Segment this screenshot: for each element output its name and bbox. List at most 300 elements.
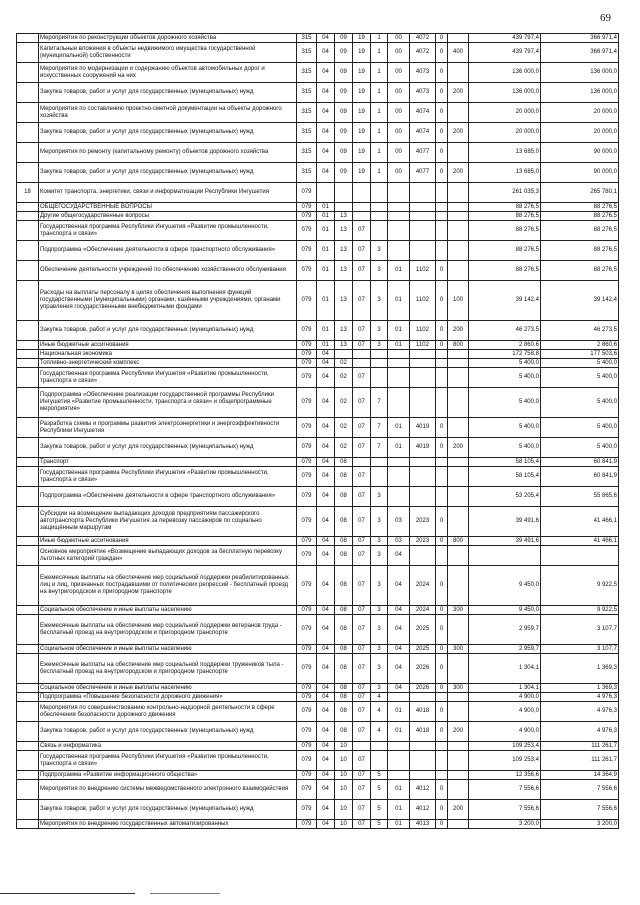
code-section: 04 — [317, 487, 335, 507]
code-expense-type — [448, 241, 469, 261]
code-expense-type — [448, 350, 469, 359]
code-expense-type — [448, 359, 469, 368]
amount-year-1: 58 105,4 — [469, 458, 541, 467]
row-name: Закупка товаров, работ и услуг для государственных (муниципальных) нужд — [39, 438, 297, 458]
code-admin: 079 — [297, 702, 317, 722]
code-section: 04 — [317, 751, 335, 771]
code-expense-type — [448, 221, 469, 241]
code-extra: 0 — [436, 341, 448, 350]
code-extra: 0 — [436, 418, 448, 438]
code-program: 07 — [353, 820, 371, 829]
code-activity: 04 — [388, 615, 410, 645]
code-direction — [410, 693, 436, 702]
code-extra: 0 — [436, 34, 448, 43]
table-row — [17, 458, 619, 467]
code-section: 04 — [317, 742, 335, 751]
code-program: 19 — [353, 163, 371, 183]
code-admin: 315 — [297, 123, 317, 143]
code-activity: 04 — [388, 566, 410, 606]
table-row — [17, 702, 619, 722]
code-activity: 01 — [388, 438, 410, 458]
amount-year-1: 46 273,5 — [469, 321, 541, 341]
code-subprogram — [371, 368, 388, 388]
code-subprogram: 3 — [371, 487, 388, 507]
amount-year-2: 5 400,0 — [541, 418, 619, 438]
code-extra: 0 — [436, 722, 448, 742]
code-extra: 0 — [436, 684, 448, 693]
code-direction: 2024 — [410, 606, 436, 615]
code-expense-type: 200 — [448, 722, 469, 742]
code-subprogram: 1 — [371, 163, 388, 183]
code-activity — [388, 751, 410, 771]
row-name: Закупка товаров, работ и услуг для государственных (муниципальных) нужд — [39, 722, 297, 742]
code-subsection: 08 — [335, 645, 353, 654]
code-section: 01 — [317, 221, 335, 241]
code-section: 04 — [317, 34, 335, 43]
code-subprogram: 3 — [371, 546, 388, 566]
code-direction — [410, 388, 436, 418]
table-row — [17, 34, 619, 43]
code-program: 07 — [353, 751, 371, 771]
row-number — [17, 458, 39, 467]
code-expense-type: 200 — [448, 163, 469, 183]
code-section: 04 — [317, 820, 335, 829]
code-activity — [388, 467, 410, 487]
code-section: 04 — [317, 606, 335, 615]
code-program — [353, 183, 371, 203]
row-number — [17, 261, 39, 281]
row-name: Подпрограмма «Развитие информационного общества» — [39, 771, 297, 780]
code-section: 04 — [317, 43, 335, 63]
code-admin: 079 — [297, 654, 317, 684]
row-number — [17, 143, 39, 163]
code-admin: 315 — [297, 34, 317, 43]
code-section: 04 — [317, 566, 335, 606]
amount-year-2: 55 865,6 — [541, 487, 619, 507]
code-extra — [436, 221, 448, 241]
code-direction — [410, 183, 436, 203]
code-subprogram — [371, 751, 388, 771]
code-section: 01 — [317, 203, 335, 212]
code-expense-type — [448, 771, 469, 780]
code-subprogram — [371, 221, 388, 241]
code-activity — [388, 350, 410, 359]
row-number — [17, 615, 39, 645]
amount-year-1: 4 900,0 — [469, 722, 541, 742]
table-row — [17, 615, 619, 645]
code-extra: 0 — [436, 261, 448, 281]
code-section: 04 — [317, 103, 335, 123]
code-program: 07 — [353, 261, 371, 281]
code-section: 04 — [317, 800, 335, 820]
row-name: Мероприятия по ремонту (капитальному ремонту) объектов дорожного хозяйства — [39, 143, 297, 163]
row-name: Мероприятия по составлению проектно-сметной документации на объекты дорожного хозяйства — [39, 103, 297, 123]
code-direction: 4012 — [410, 780, 436, 800]
amount-year-1: 88 276,5 — [469, 241, 541, 261]
row-name: Закупка товаров, работ и услуг для государственных (муниципальных) нужд — [39, 123, 297, 143]
code-section: 04 — [317, 438, 335, 458]
row-name: Разработка схемы и программы развития электроэнергетики и энергоэффективности Республики Ингушетия — [39, 418, 297, 438]
code-expense-type: 200 — [448, 123, 469, 143]
code-activity: 00 — [388, 123, 410, 143]
code-admin: 079 — [297, 418, 317, 438]
code-admin: 079 — [297, 281, 317, 321]
code-subprogram: 1 — [371, 34, 388, 43]
code-section: 04 — [317, 645, 335, 654]
code-program — [353, 350, 371, 359]
code-activity — [388, 771, 410, 780]
code-program: 07 — [353, 606, 371, 615]
code-subprogram: 3 — [371, 654, 388, 684]
code-extra: 0 — [436, 143, 448, 163]
amount-year-1: 9 450,0 — [469, 566, 541, 606]
code-extra: 0 — [436, 654, 448, 684]
code-subprogram: 3 — [371, 537, 388, 546]
code-activity — [388, 203, 410, 212]
code-section: 01 — [317, 341, 335, 350]
amount-year-1: 58 105,4 — [469, 467, 541, 487]
code-expense-type: 100 — [448, 281, 469, 321]
amount-year-1: 39 142,4 — [469, 281, 541, 321]
table-row — [17, 388, 619, 418]
code-extra: 0 — [436, 281, 448, 321]
code-activity: 01 — [388, 722, 410, 742]
code-subprogram — [371, 203, 388, 212]
row-name: Комитет транспорта, энергетики, связи и информатизации Республики Ингушетия — [39, 183, 297, 203]
amount-year-2: 111 261,7 — [541, 751, 619, 771]
code-activity: 01 — [388, 702, 410, 722]
code-extra: 0 — [436, 507, 448, 537]
code-program: 07 — [353, 487, 371, 507]
code-admin: 079 — [297, 780, 317, 800]
code-expense-type — [448, 261, 469, 281]
code-subsection: 13 — [335, 221, 353, 241]
code-program — [353, 203, 371, 212]
code-expense-type — [448, 546, 469, 566]
code-section: 04 — [317, 458, 335, 467]
code-program: 07 — [353, 438, 371, 458]
code-extra: 0 — [436, 606, 448, 615]
code-direction — [410, 359, 436, 368]
code-subprogram: 3 — [371, 321, 388, 341]
amount-year-1: 1 304,1 — [469, 654, 541, 684]
code-expense-type — [448, 742, 469, 751]
code-extra — [436, 458, 448, 467]
code-activity — [388, 388, 410, 418]
row-name: Подпрограмма «Повышение безопасности дорожного движения» — [39, 693, 297, 702]
code-subsection: 08 — [335, 606, 353, 615]
code-admin: 079 — [297, 820, 317, 829]
code-program: 07 — [353, 566, 371, 606]
code-admin: 079 — [297, 368, 317, 388]
row-number — [17, 820, 39, 829]
code-section: 04 — [317, 537, 335, 546]
code-activity — [388, 742, 410, 751]
code-activity: 04 — [388, 606, 410, 615]
code-program: 07 — [353, 388, 371, 418]
code-admin: 079 — [297, 693, 317, 702]
table-row — [17, 63, 619, 83]
row-name: Капитальные вложения в объекты недвижимого имущества государственной (муниципальной) собственности — [39, 43, 297, 63]
code-subsection: 13 — [335, 212, 353, 221]
code-subsection: 08 — [335, 467, 353, 487]
code-direction: 4074 — [410, 103, 436, 123]
code-admin: 079 — [297, 684, 317, 693]
code-expense-type — [448, 702, 469, 722]
amount-year-1: 88 276,5 — [469, 261, 541, 281]
code-admin: 079 — [297, 359, 317, 368]
code-direction: 2026 — [410, 684, 436, 693]
table-row — [17, 368, 619, 388]
code-expense-type — [448, 487, 469, 507]
code-program: 07 — [353, 800, 371, 820]
code-section: 04 — [317, 163, 335, 183]
amount-year-2: 88 276,5 — [541, 261, 619, 281]
code-program: 19 — [353, 83, 371, 103]
code-direction: 1102 — [410, 321, 436, 341]
code-admin: 079 — [297, 350, 317, 359]
code-section: 04 — [317, 546, 335, 566]
code-activity: 00 — [388, 43, 410, 63]
amount-year-2: 177 503,6 — [541, 350, 619, 359]
code-subsection: 08 — [335, 546, 353, 566]
code-activity: 03 — [388, 507, 410, 537]
amount-year-2: 20 000,0 — [541, 103, 619, 123]
code-admin: 079 — [297, 221, 317, 241]
row-name: Национальная экономика — [39, 350, 297, 359]
code-expense-type — [448, 751, 469, 771]
code-program: 07 — [353, 702, 371, 722]
code-subsection: 09 — [335, 63, 353, 83]
code-subprogram — [371, 359, 388, 368]
amount-year-2: 88 276,5 — [541, 203, 619, 212]
row-number — [17, 212, 39, 221]
row-name: Транспорт — [39, 458, 297, 467]
row-number — [17, 359, 39, 368]
amount-year-2: 1 369,3 — [541, 684, 619, 693]
code-direction — [410, 742, 436, 751]
table-row — [17, 693, 619, 702]
table-row — [17, 350, 619, 359]
amount-year-1: 1 304,1 — [469, 684, 541, 693]
code-admin: 315 — [297, 143, 317, 163]
row-number — [17, 203, 39, 212]
row-number — [17, 221, 39, 241]
code-expense-type: 200 — [448, 83, 469, 103]
row-number — [17, 241, 39, 261]
row-number: 18 — [17, 183, 39, 203]
code-section: 04 — [317, 722, 335, 742]
code-activity: 01 — [388, 418, 410, 438]
row-number — [17, 487, 39, 507]
code-direction: 4019 — [410, 418, 436, 438]
code-subsection: 09 — [335, 103, 353, 123]
code-activity: 04 — [388, 684, 410, 693]
code-activity: 01 — [388, 820, 410, 829]
code-program: 07 — [353, 645, 371, 654]
code-direction: 2023 — [410, 537, 436, 546]
code-program: 07 — [353, 771, 371, 780]
code-activity: 01 — [388, 281, 410, 321]
code-subprogram: 1 — [371, 83, 388, 103]
amount-year-1: 2 860,6 — [469, 341, 541, 350]
row-name: ОБЩЕГОСУДАРСТВЕННЫЕ ВОПРОСЫ — [39, 203, 297, 212]
code-subprogram — [371, 212, 388, 221]
code-subprogram: 3 — [371, 684, 388, 693]
amount-year-2: 136 000,0 — [541, 63, 619, 83]
code-activity: 01 — [388, 341, 410, 350]
code-subsection: 08 — [335, 693, 353, 702]
code-section: 01 — [317, 212, 335, 221]
code-expense-type — [448, 63, 469, 83]
amount-year-2: 3 107,7 — [541, 645, 619, 654]
amount-year-1: 7 556,6 — [469, 780, 541, 800]
table-row — [17, 507, 619, 537]
code-direction: 2025 — [410, 645, 436, 654]
row-number — [17, 467, 39, 487]
row-name: Расходы на выплаты персоналу в целях обеспечения выполнения функций государственными (муниципальными) органами, казёнными учреждениями, органами управления государственными внебюджетными фондами — [39, 281, 297, 321]
amount-year-2: 2 860,6 — [541, 341, 619, 350]
code-extra — [436, 487, 448, 507]
table-row — [17, 546, 619, 566]
code-subprogram: 3 — [371, 566, 388, 606]
code-extra: 0 — [436, 321, 448, 341]
code-subsection: 08 — [335, 487, 353, 507]
code-direction — [410, 221, 436, 241]
code-subprogram: 3 — [371, 507, 388, 537]
row-number — [17, 438, 39, 458]
row-number — [17, 63, 39, 83]
table-row — [17, 43, 619, 63]
code-admin: 079 — [297, 321, 317, 341]
row-name: Ежемесячные выплаты на обеспечение мер социальной поддержки тружеников тыла - бесплатный проезд на внутригородском и пригородном транспорте — [39, 654, 297, 684]
code-extra: 0 — [436, 702, 448, 722]
amount-year-2: 41 466,1 — [541, 537, 619, 546]
row-number — [17, 654, 39, 684]
code-direction: 1102 — [410, 281, 436, 321]
code-extra: 0 — [436, 63, 448, 83]
code-subsection: 08 — [335, 537, 353, 546]
code-direction: 4077 — [410, 163, 436, 183]
code-admin: 315 — [297, 83, 317, 103]
code-activity — [388, 487, 410, 507]
code-admin: 079 — [297, 546, 317, 566]
code-extra — [436, 350, 448, 359]
code-direction — [410, 771, 436, 780]
amount-year-2: 111 261,7 — [541, 742, 619, 751]
code-subsection: 10 — [335, 771, 353, 780]
row-number — [17, 418, 39, 438]
code-subsection: 13 — [335, 261, 353, 281]
code-program: 07 — [353, 418, 371, 438]
code-subsection: 08 — [335, 566, 353, 606]
row-number — [17, 645, 39, 654]
code-subsection: 08 — [335, 458, 353, 467]
code-direction: 4018 — [410, 722, 436, 742]
code-subsection: 09 — [335, 83, 353, 103]
row-number — [17, 800, 39, 820]
row-number — [17, 83, 39, 103]
code-activity — [388, 458, 410, 467]
row-name: Мероприятия по совершенствованию контрольно-надзорной деятельности в сфере обеспечения безопасности дорожного движения — [39, 702, 297, 722]
code-subsection: 02 — [335, 368, 353, 388]
table-row — [17, 261, 619, 281]
amount-year-2: 60 841,9 — [541, 467, 619, 487]
code-direction — [410, 203, 436, 212]
row-number — [17, 34, 39, 43]
code-admin: 079 — [297, 722, 317, 742]
code-expense-type — [448, 203, 469, 212]
amount-year-2: 90 000,0 — [541, 143, 619, 163]
code-direction — [410, 241, 436, 261]
code-subsection: 09 — [335, 34, 353, 43]
code-extra — [436, 546, 448, 566]
code-extra: 0 — [436, 800, 448, 820]
code-section — [317, 183, 335, 203]
code-program: 07 — [353, 654, 371, 684]
code-direction: 4073 — [410, 83, 436, 103]
amount-year-2: 46 273,5 — [541, 321, 619, 341]
amount-year-2: 7 556,6 — [541, 780, 619, 800]
code-subprogram: 3 — [371, 341, 388, 350]
amount-year-1: 261 035,3 — [469, 183, 541, 203]
code-admin: 315 — [297, 163, 317, 183]
amount-year-2: 4 976,3 — [541, 722, 619, 742]
code-subsection — [335, 203, 353, 212]
code-direction: 2023 — [410, 507, 436, 537]
code-activity — [388, 368, 410, 388]
code-subsection: 10 — [335, 780, 353, 800]
amount-year-1: 13 685,0 — [469, 163, 541, 183]
code-admin: 079 — [297, 742, 317, 751]
code-subsection: 13 — [335, 341, 353, 350]
code-expense-type: 300 — [448, 606, 469, 615]
code-section: 04 — [317, 780, 335, 800]
code-direction — [410, 546, 436, 566]
table-row — [17, 684, 619, 693]
code-program: 07 — [353, 684, 371, 693]
amount-year-1: 4 900,0 — [469, 702, 541, 722]
code-extra: 0 — [436, 103, 448, 123]
row-name: Мероприятия по реконструкции объектов дорожного хозяйства — [39, 34, 297, 43]
code-admin: 079 — [297, 606, 317, 615]
code-expense-type — [448, 780, 469, 800]
code-admin: 079 — [297, 645, 317, 654]
amount-year-1: 88 276,5 — [469, 221, 541, 241]
code-subsection: 08 — [335, 615, 353, 645]
amount-year-2: 5 400,0 — [541, 368, 619, 388]
row-number — [17, 606, 39, 615]
code-extra — [436, 751, 448, 771]
row-number — [17, 43, 39, 63]
amount-year-2: 88 276,5 — [541, 221, 619, 241]
table-row — [17, 212, 619, 221]
code-direction: 4074 — [410, 123, 436, 143]
code-admin: 079 — [297, 751, 317, 771]
code-subsection: 08 — [335, 507, 353, 537]
row-name: Мероприятия по внедрению государственных автоматизированных — [39, 820, 297, 829]
amount-year-1: 136 000,0 — [469, 83, 541, 103]
code-admin: 079 — [297, 467, 317, 487]
code-expense-type — [448, 388, 469, 418]
amount-year-1: 109 253,4 — [469, 742, 541, 751]
code-subprogram: 3 — [371, 281, 388, 321]
amount-year-1: 2 959,7 — [469, 645, 541, 654]
amount-year-2: 1 369,3 — [541, 654, 619, 684]
table-row — [17, 566, 619, 606]
code-section: 04 — [317, 418, 335, 438]
table-row — [17, 83, 619, 103]
